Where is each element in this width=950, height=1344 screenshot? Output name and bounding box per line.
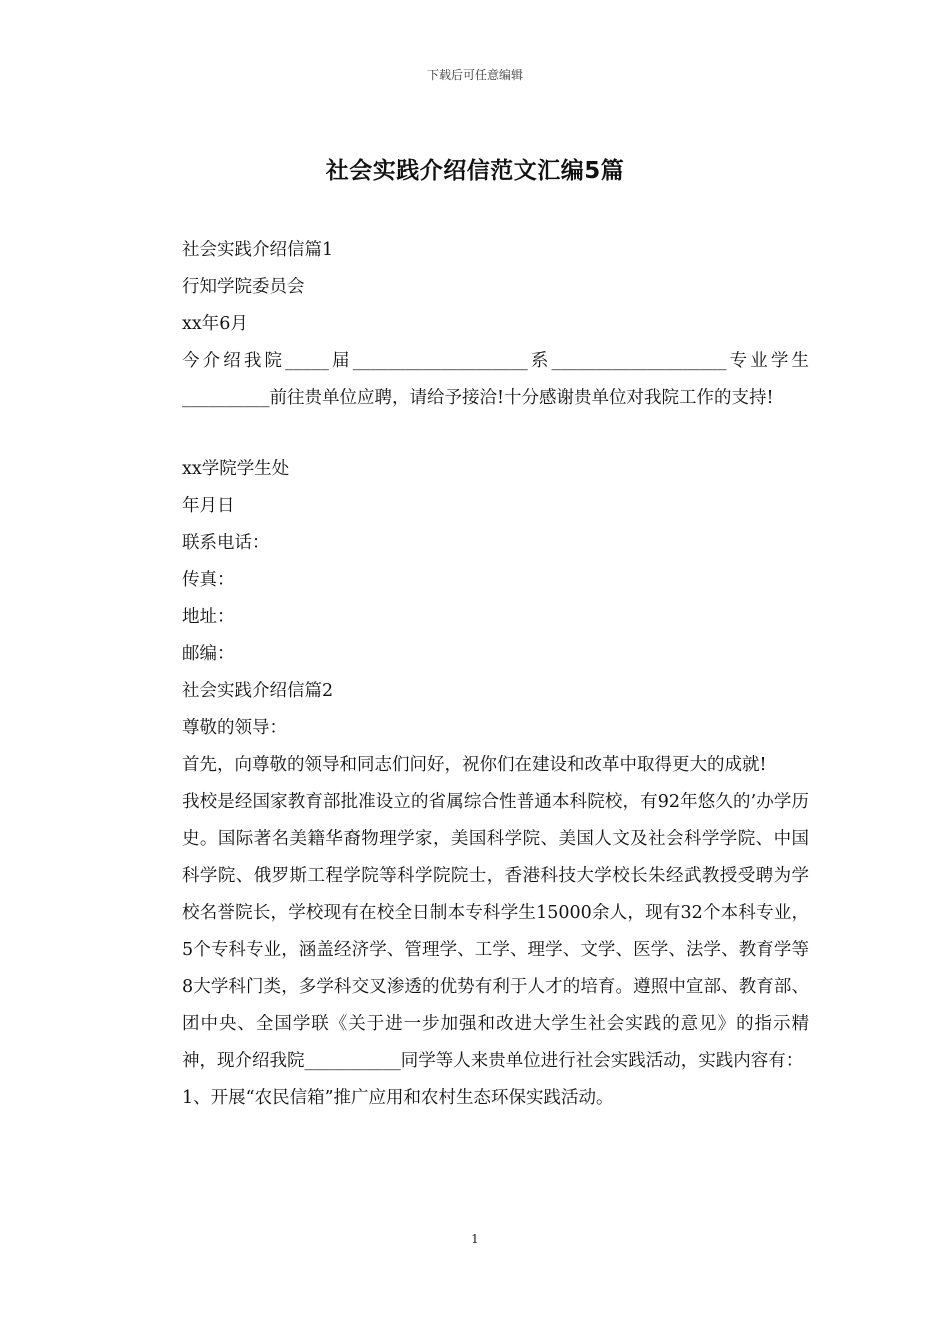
letter2-greeting-paragraph: 首先，向尊敬的领导和同志们问好，祝你们在建设和改革中取得更大的成就!: [182, 755, 767, 775]
letter1-fax: 传真：: [182, 570, 235, 590]
document-body: [145, 232, 809, 1117]
letter1-postcode: 邮编：: [182, 644, 235, 664]
letter2-list-item: 1、开展“农民信箱”推广应用和农村生态环保实践活动。: [182, 1088, 614, 1108]
letter1-phone: 联系电话：: [182, 533, 270, 553]
document-title: 社会实践介绍信范文汇编5篇: [325, 158, 625, 184]
blank-line: [145, 417, 809, 451]
letter1-address: 地址：: [182, 607, 235, 627]
letter1-recipient: 行知学院委员会: [182, 277, 305, 297]
letter1-signature-office: xx学院学生处: [182, 459, 290, 479]
letter1-signature-date: 年月日: [182, 496, 235, 516]
page-number: 1: [471, 1232, 479, 1246]
letter1-paragraph: 今介绍我院_____届____________________系____________________专业学生__________前往贵单位应聘，请给予接洽!十分感谢贵单位对我院工作的支持!: [182, 351, 809, 408]
letter2-salutation: 尊敬的领导：: [182, 718, 287, 738]
letter2-school-paragraph: 我校是经国家教育部批准设立的省属综合性普通本科院校，有92年悠久的’办学历史。国际著名美籍华裔物理学家，美国科学院、美国人文及社会科学学院、中国科学院、俄罗斯工程学院等科学院院士，香港科技大学校长朱经武教授受聘为学校名誉院长，学校现有在校全日制本专科学生15000余人，现有32个本科专业，5个专科专业，涵盖经济学、管理学、工学、理学、文学、医学、法学、教育学等8大学科门类，多学科交叉渗透的优势有利于人才的培育。遵照中宣部、教育部、团中央、全国学联《关于进一步加强和改进大学生社会实践的意见》的指示精神，现介绍我院___________同学等人来贵单位进行社会实践活动，实践内容有：: [182, 792, 809, 1071]
letter2-heading: 社会实践介绍信篇2: [182, 681, 334, 701]
letter1-date: xx年6月: [182, 314, 248, 334]
page-header-note: 下载后可任意编辑: [426, 68, 523, 82]
letter1-heading: 社会实践介绍信篇1: [182, 240, 334, 260]
